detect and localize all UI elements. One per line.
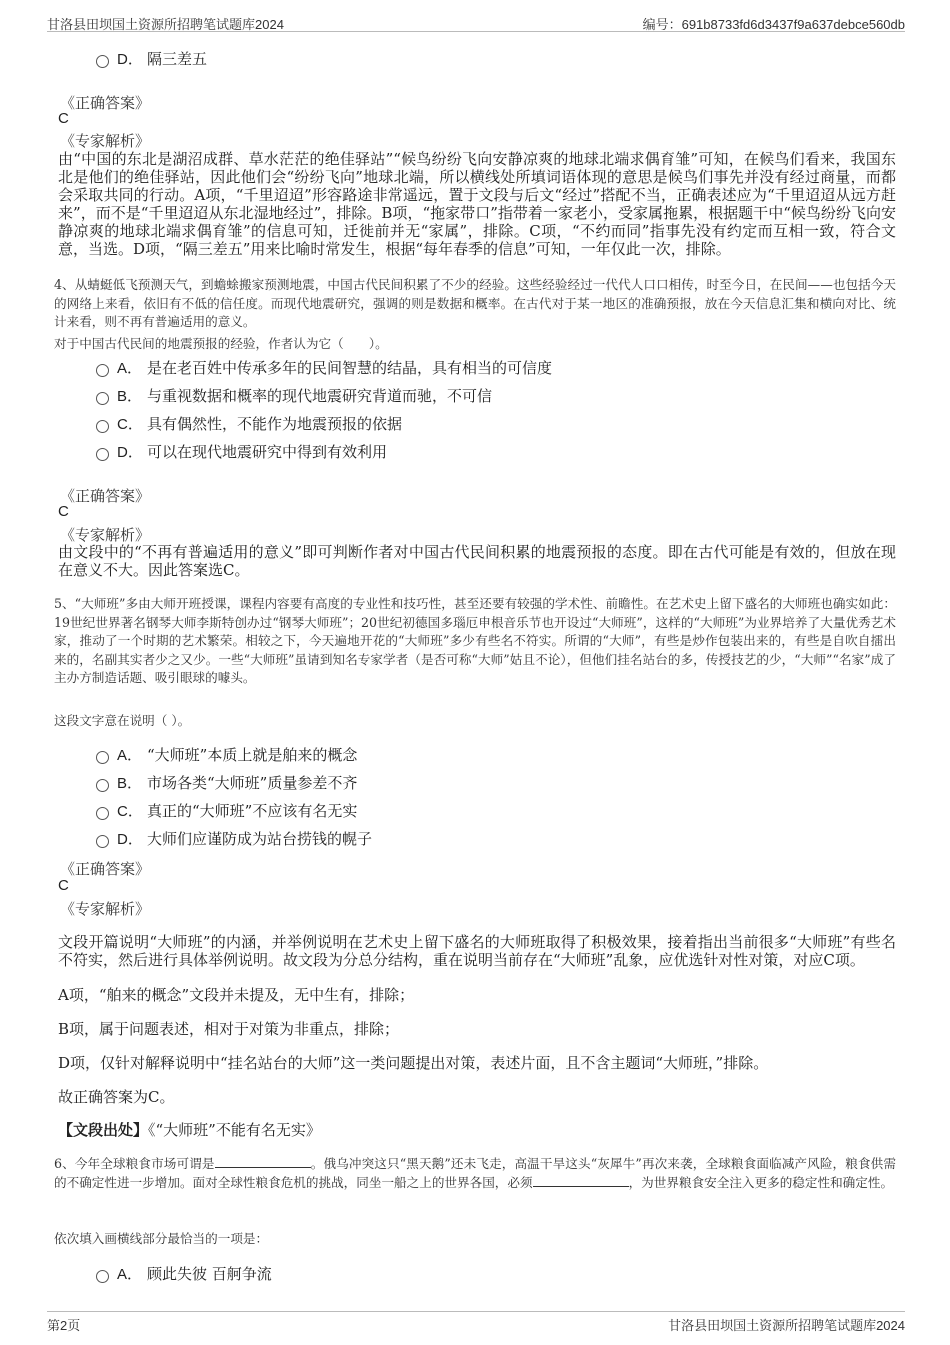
fill-blank-1[interactable] — [215, 1156, 311, 1168]
q3-analysis: 由“中国的东北是湖沼成群、草水茫茫的绝佳驿站”“候鸟纷纷飞向安静凉爽的地球北端求偶育雏”可知，在候鸟们看来，我国东北是他们的绝佳驿站，因此他们会“纷纷飞向”地球北端，所以横线处所填词语体现的意思是候鸟们事先并没有经过商量，而都会采取共同的行动。A项，“千里迢迢”形容路途非常遥远，置于文段与后文“经过”搭配不当，正确表述应为“千里迢迢从远方赶来”，而不是“千里迢迢从东北湿地经过”，排除。B项，“拖家带口”指带着一家老小，受家属拖累，根据题干中“候鸟纷纷飞向安静凉爽的地球北端求偶育雏”的信息可知，迁徙前并无“家属”，排除。C项，“不约而同”指事先没有约定而互相一致，符合文意，当选。D项，“隔三差五”用来比喻时常发生，根据“每年春季的信息”可知，一年仅此一次，排除。 — [58, 150, 896, 258]
q5-stem: 5、“大师班”多由大师开班授课，课程内容要有高度的专业性和技巧性，甚至还要有较强的学术性、前瞻性。在艺术史上留下盛名的大师班也确实如此：19世纪世界著名钢琴大师李斯特创办过“钢琴大师班”；20世纪初德国多瑙厄申根音乐节也开设过“大师班”，这样的“大师班”为业界培养了大量优秀艺术家，推动了一个时期的艺术繁荣。相较之下，今天遍地开花的“大师班”多少有些名不符实。所谓的“大师”，有些是炒作包装出来的，有些是自吹自擂出来的，名副其实者少之又少。一些“大师班”虽请到知名专家学者（是否可称“大师”姑且不论），但他们挂名站台的多，传授技艺的少，“大师”“名家”成了主办方制造话题、吸引眼球的噱头。 — [54, 596, 896, 685]
q6-stem — [54, 1155, 896, 1192]
option-text: 真正的“大师班”不应该有名无实 — [147, 801, 358, 820]
header-title: 甘洛县田坝国土资源所招聘笔试题库2024 — [47, 17, 284, 32]
option-text: 是在老百姓中传承多年的民间智慧的结晶，具有相当的可信度 — [147, 358, 553, 377]
q6-prompt: 依次填入画横线部分最恰当的一项是： — [54, 1231, 269, 1246]
q3-analysis-label: 《专家解析》 — [60, 132, 151, 150]
q4-option-a[interactable] — [96, 356, 552, 378]
q4-analysis-label: 《专家解析》 — [60, 526, 151, 544]
option-letter: D． — [117, 830, 143, 848]
q3-answer: C — [58, 110, 69, 127]
option-letter: C． — [117, 415, 143, 433]
q4-answer-label: 《正确答案》 — [60, 487, 151, 505]
page-header — [47, 10, 905, 32]
q6-stem-part2: 。俄乌冲突这只“黑天鹅”还未飞走，高温干旱这头“灰犀牛”再次来袭，全球粮食面临减产风险，粮食供需的不确定性进一步增加。面对全球性粮食危机的挑战，同坐一船之上的世界各国，必须 — [54, 1156, 896, 1190]
option-text: “大师班”本质上就是舶来的概念 — [147, 745, 358, 764]
option-text: 大师们应谨防成为站台捞钱的幌子 — [147, 829, 373, 848]
radio-icon[interactable] — [96, 420, 109, 433]
q5-analysis-label: 《专家解析》 — [60, 900, 151, 918]
radio-icon[interactable] — [96, 751, 109, 764]
footer-title: 甘洛县田坝国土资源所招聘笔试题库2024 — [668, 1318, 905, 1333]
q4-stem: 4、从蜻蜓低飞预测天气，到蟾蜍搬家预测地震，中国古代民间积累了不少的经验。这些经验经过一代代人口口相传，时至今日，在民间——也包括今天的网络上来看，依旧有不低的信任度。而现代地震研究，强调的则是数据和概率。在古代对于某一地区的准确预报，放在今天信息汇集和横向对比、统计来看，则不再有普遍适用的意义。 — [54, 277, 896, 329]
q5-option-d[interactable] — [96, 827, 372, 849]
q5-option-c[interactable] — [96, 799, 357, 821]
q5-analysis-a: A项，“舶来的概念”文段并未提及，无中生有，排除； — [58, 986, 415, 1004]
q4-answer: C — [58, 503, 69, 520]
option-text: 与重视数据和概率的现代地震研究背道而驰，不可信 — [147, 386, 493, 405]
q3-option-d[interactable] — [96, 47, 207, 69]
q5-analysis-d: D项，仅针对解释说明中“挂名站台的大师”这一类问题提出对策，表述片面，且不含主题词“大师班，”排除。 — [58, 1054, 769, 1072]
q6-stem-part3: ，为世界粮食安全注入更多的稳定性和确定性。 — [628, 1174, 894, 1190]
page-footer — [47, 1311, 905, 1333]
q5-option-b[interactable] — [96, 771, 357, 793]
footer-page-number: 第2页 — [47, 1318, 81, 1333]
radio-icon[interactable] — [96, 392, 109, 405]
radio-icon[interactable] — [96, 364, 109, 377]
option-letter: A． — [117, 746, 143, 764]
option-letter: A． — [117, 1265, 143, 1283]
q6-stem-part1: 6、今年全球粮食市场可谓是 — [54, 1156, 215, 1171]
option-letter: B． — [117, 387, 143, 405]
q4-analysis: 由文段中的“不再有普遍适用的意义”即可判断作者对中国古代民间积累的地震预报的态度。即在古代可能是有效的，但放在现在意义不大。因此答案选C。 — [58, 543, 896, 579]
q5-option-a[interactable] — [96, 743, 357, 765]
radio-icon[interactable] — [96, 55, 109, 68]
q4-option-b[interactable] — [96, 384, 492, 406]
q3-answer-label: 《正确答案》 — [60, 94, 151, 112]
q4-prompt: 对于中国古代民间的地震预报的经验，作者认为它（ ）。 — [54, 336, 388, 351]
option-text: 市场各类“大师班”质量参差不齐 — [147, 773, 358, 792]
option-letter: C． — [117, 802, 143, 820]
option-text: 顾此失彼 百舸争流 — [147, 1264, 272, 1283]
q5-answer-label: 《正确答案》 — [60, 860, 151, 878]
q4-option-c[interactable] — [96, 412, 402, 434]
option-text: 可以在现代地震研究中得到有效利用 — [147, 442, 388, 461]
q5-prompt: 这段文字意在说明（ ）。 — [54, 713, 191, 728]
q5-source — [58, 1119, 321, 1140]
q6-option-a[interactable] — [96, 1262, 272, 1284]
option-letter: D． — [117, 443, 143, 461]
fill-blank-2[interactable] — [533, 1175, 629, 1187]
option-text: 隔三差五 — [147, 49, 208, 68]
option-text: 具有偶然性，不能作为地震预报的依据 — [147, 414, 403, 433]
radio-icon[interactable] — [96, 1270, 109, 1283]
q5-answer: C — [58, 877, 69, 894]
radio-icon[interactable] — [96, 835, 109, 848]
q5-analysis-b: B项，属于问题表述，相对于对策为非重点，排除； — [58, 1020, 400, 1038]
q5-analysis: 文段开篇说明“大师班”的内涵，并举例说明在艺术史上留下盛名的大师班取得了积极效果，接着指出当前很多“大师班”有些名不符实，然后进行具体举例说明。故文段为分总分结构，重在说明当前存在“大师班”乱象，应优选针对性对策，对应C项。 — [58, 933, 896, 969]
source-title: 《“大师班”不能有名无实》 — [148, 1121, 321, 1139]
radio-icon[interactable] — [96, 807, 109, 820]
header-code: 编号：691b8733fd6d3437f9a637debce560db — [642, 17, 905, 32]
option-letter: A． — [117, 359, 143, 377]
radio-icon[interactable] — [96, 779, 109, 792]
q4-option-d[interactable] — [96, 440, 387, 462]
q5-conclusion: 故正确答案为C。 — [58, 1088, 175, 1106]
source-label: 【文段出处】 — [58, 1121, 149, 1139]
radio-icon[interactable] — [96, 448, 109, 461]
option-letter: D． — [117, 50, 143, 68]
option-letter: B． — [117, 774, 143, 792]
